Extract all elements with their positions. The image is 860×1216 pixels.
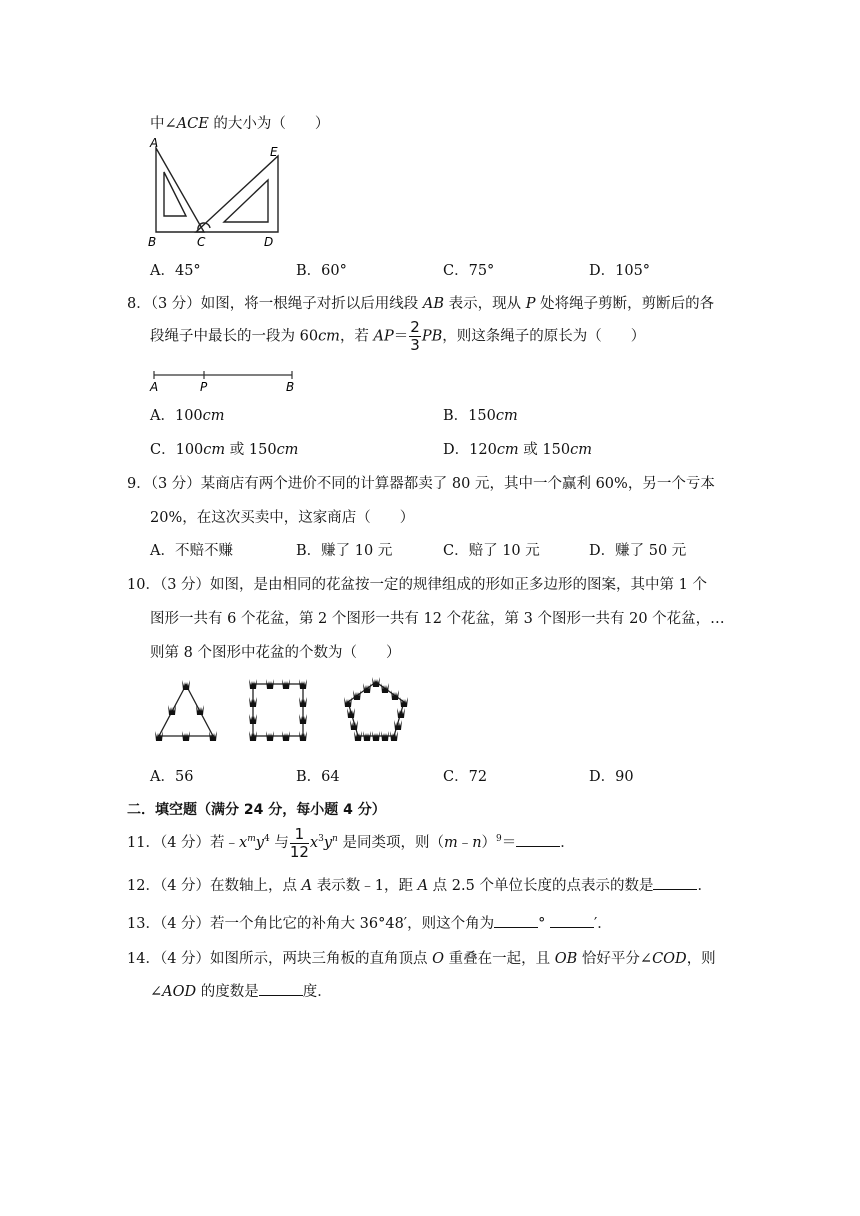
q9-option-c[interactable]: C．赔了 10 元 (443, 543, 540, 559)
label-C: C (197, 235, 206, 249)
q8-option-a[interactable]: A．100cm (150, 408, 225, 424)
q8-fraction: $\frac{2}{3}$ (410, 318, 420, 354)
q7-option-d[interactable]: D．105° (589, 263, 651, 279)
q14-stem-line2: ∠AOD 的度数是 度． (150, 980, 332, 1001)
q10-option-c[interactable]: C．72 (443, 769, 488, 785)
q13-degree-blank[interactable] (494, 913, 538, 928)
q10-stem-line2: 图形一共有 6 个花盆，第 2 个图形一共有 12 个花盆，第 3 个图形一共有 20 个花盆，… (150, 611, 725, 627)
q11-stem: 11．（4 分）若$﹣x^my^4$ 与 $\frac{1}{12}$ $x^3y^n$ 是同类项，则（m﹣n）$^9$＝ ． (127, 824, 575, 861)
label-A: A (150, 380, 159, 394)
q13-stem: 13．（4 分）若一个角比它的补角大 36°48′，则这个角为 ° ′． (127, 912, 612, 933)
q10-option-d[interactable]: D．90 (589, 769, 634, 785)
q8-option-b[interactable]: B．150cm (443, 408, 518, 424)
q10-stem-line1: 10．（3 分）如图，是由相同的花盆按一定的规律组成的形如正多边形的图案，其中第 1 个 (127, 577, 707, 593)
pattern-pentagon (344, 677, 408, 741)
q7-option-a[interactable]: A．45° (150, 263, 201, 279)
q10-option-b[interactable]: B．64 (296, 769, 340, 785)
q9-option-d[interactable]: D．赚了 50 元 (589, 543, 687, 559)
q8-stem-line1: 8．（3 分）如图，将一根绳子对折以后用线段 AB 表示，现从 P 处将绳子剪断，剪断后的各 (127, 296, 715, 312)
q7-stem-tail: 中∠ACE 的大小为（ ） (150, 116, 330, 132)
q10-stem-line3: 则第 8 个图形中花盆的个数为（ ） (150, 645, 401, 661)
q9-stem-line2: 20%，在这次买卖中，这家商店（ ） (150, 510, 415, 526)
q12-answer-blank[interactable] (653, 875, 697, 890)
q11-answer-blank[interactable] (516, 832, 560, 847)
label-A: A (150, 136, 159, 150)
q7-option-b[interactable]: B．60° (296, 263, 347, 279)
pattern-triangle (155, 680, 217, 741)
q8-option-d[interactable]: D．120cm 或 150cm (443, 442, 592, 458)
pattern-square (249, 679, 307, 741)
q10-option-a[interactable]: A．56 (150, 769, 194, 785)
q11-fraction: $\frac{1}{12}$ (289, 824, 309, 861)
q10-flowerpot-patterns-figure (144, 670, 444, 760)
label-P: P (200, 380, 208, 394)
q13-minute-blank[interactable] (550, 913, 594, 928)
q9-stem-line1: 9．（3 分）某商店有两个进价不同的计算器都卖了 80 元，其中一个赢利 60%，另一个亏本 (127, 476, 715, 492)
q9-option-b[interactable]: B．赚了 10 元 (296, 543, 393, 559)
label-D: D (264, 235, 274, 249)
label-E: E (270, 145, 278, 159)
q7-option-c[interactable]: C．75° (443, 263, 495, 279)
q12-stem: 12．（4 分）在数轴上，点 A 表示数﹣1，距 A 点 2.5 个单位长度的点表示的数是 ． (127, 874, 712, 895)
q14-stem-line1: 14．（4 分）如图所示，两块三角板的直角顶点 O 重叠在一起，且 OB 恰好平分∠COD，则 (127, 951, 716, 967)
q14-answer-blank[interactable] (259, 981, 303, 996)
q7-triangles-figure (144, 136, 294, 252)
label-B: B (286, 380, 295, 394)
q8-option-c[interactable]: C．100cm 或 150cm (150, 442, 299, 458)
section-title: 二．填空题（满分 24 分，每小题 4 分） (127, 802, 386, 818)
q9-option-a[interactable]: A．不赔不赚 (150, 543, 233, 559)
q8-segment-figure (146, 366, 306, 394)
q8-stem-line2: 段绳子中最长的一段为 60cm，若 AP＝ $\frac{2}{3}$ PB，则这条绳子的原长为（ ） (150, 318, 646, 354)
label-B: B (148, 235, 157, 249)
